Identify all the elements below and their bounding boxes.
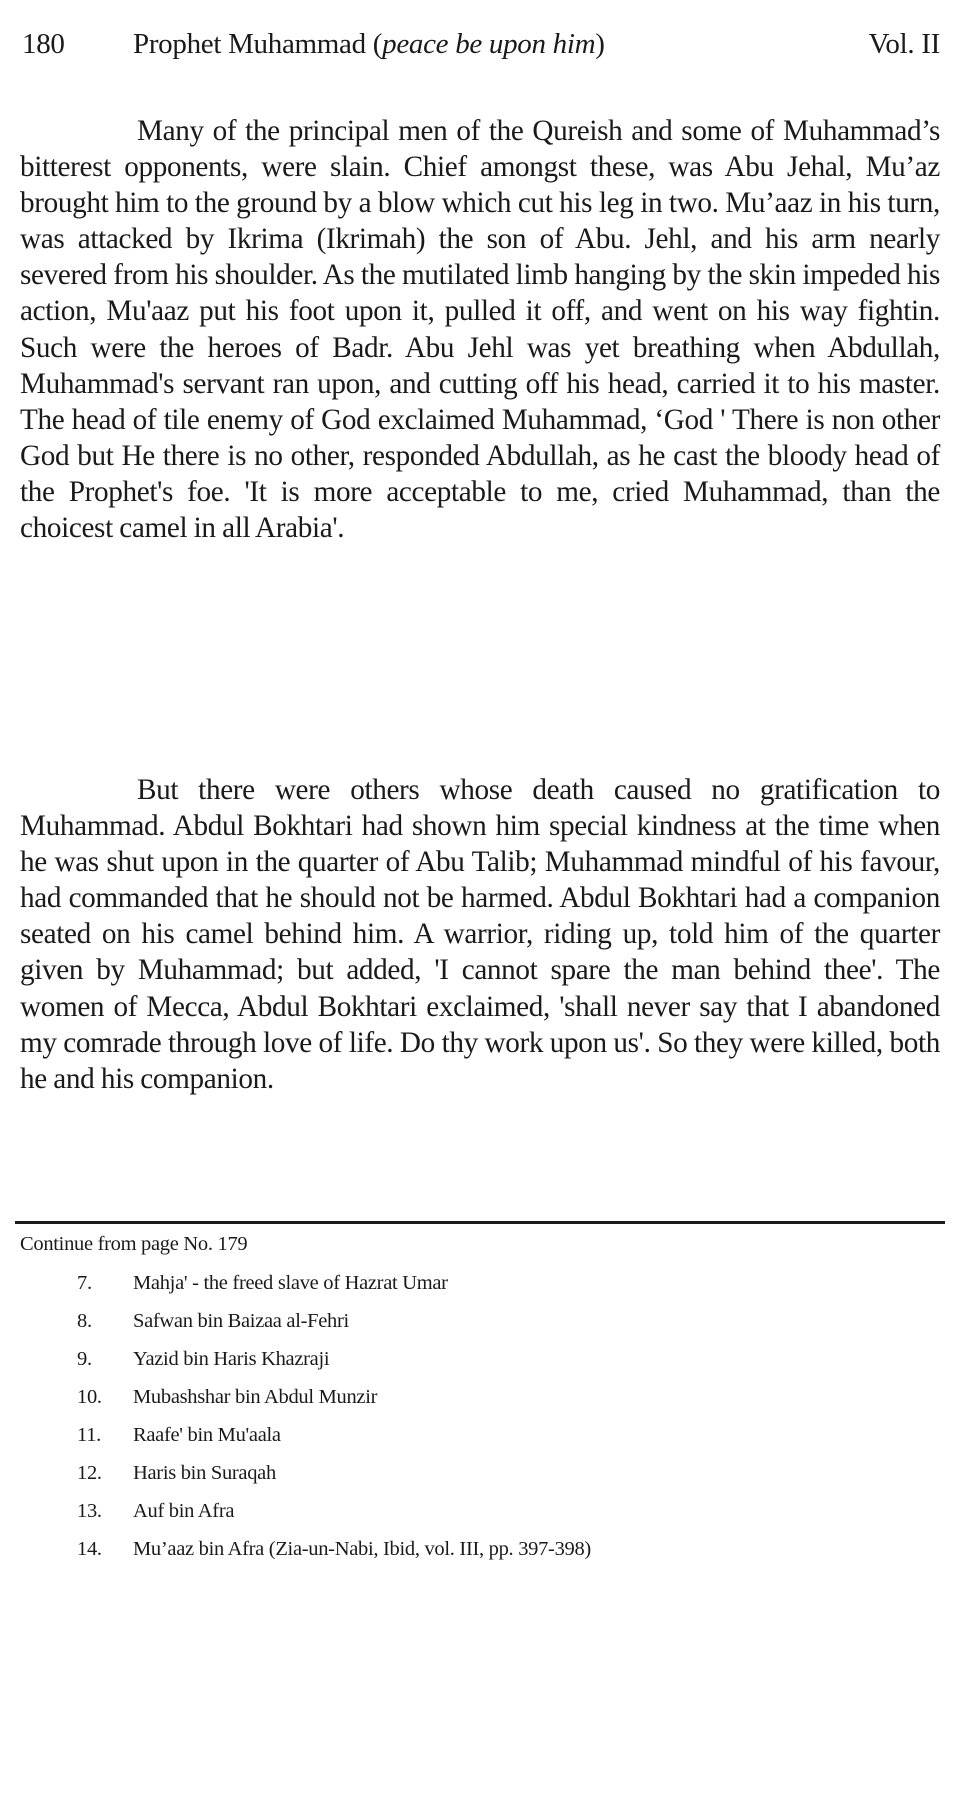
footnote-divider (15, 1221, 945, 1224)
footnote-text: Yazid bin Haris Khazraji (133, 1348, 330, 1370)
footnote-text: Mubashshar bin Abdul Munzir (133, 1386, 378, 1408)
footnote-item (20, 1454, 940, 1492)
running-title-close: ) (595, 28, 605, 60)
page-header (22, 22, 940, 66)
footnote-item (20, 1340, 940, 1378)
footnote-text: Mu’aaz bin Afra (Zia-un-Nabi, Ibid, vol. III, pp. 397-398) (133, 1538, 591, 1560)
footnote-text: Raafe' bin Mu'aala (133, 1424, 281, 1446)
body-paragraph: But there were others whose death caused no gratification to Muhammad. Abdul Bokhtari had shown him special kindness at the time when he was shut upon in the quarter of Abu Talib; Muhammad mindful of his favour, had commanded that he should not be harmed. Abdul Bokhtari had a companion seated on his camel behind him. A warrior, riding up, told him of the quarter given by Muhammad; but added, 'I cannot spare the man behind thee'. The women of Mecca, Abdul Bokhtari exclaimed, 'shall never say that I abandoned my comrade through love of life. Do thy work upon us'. So they were killed, both he and his companion. (20, 774, 940, 1095)
footnote-number: 7. (77, 1272, 92, 1294)
footnote-item (20, 1416, 940, 1454)
footnote-text: Haris bin Suraqah (133, 1462, 276, 1484)
footnote-heading: Continue from page No. 179 (20, 1233, 248, 1255)
footnote-number: 14. (77, 1538, 102, 1560)
footnote-number: 11. (77, 1424, 101, 1446)
footnote-number: 12. (77, 1462, 102, 1484)
footnote-text: Mahja' - the freed slave of Hazrat Umar (133, 1272, 448, 1294)
footnote-item (20, 1378, 940, 1416)
body-paragraph: Many of the principal men of the Qureish and some of Muhammad’s bitterest opponents, were slain. Chief amongst these, was Abu Jehal, Mu’az brought him to the ground by a blow which cut his leg in two. Mu’aaz in his turn, was attacked by Ikrima (Ikrimah) the son of Abu. Jehl, and his arm nearly severed from his shoulder. As the mutilated limb hanging by the skin impeded his action, Mu'aaz put his foot upon it, pulled it off, and went on his way fightin. Such were the heroes of Badr. Abu Jehl was yet breathing when Abdullah, Muhammad's servant ran upon, and cutting off his head, carried it to his master. The head of tile enemy of God exclaimed Muhammad, ‘God ' There is non other God but He there is no other, responded Abdullah, as he cast the bloody head of the Prophet's foe. 'It is more acceptable to me, cried Muhammad, than the choicest camel in all Arabia'. (20, 115, 940, 545)
footnote-text: Auf bin Afra (133, 1500, 235, 1522)
footnote-number: 8. (77, 1310, 92, 1332)
footnote-item (20, 1302, 940, 1340)
footnote-number: 10. (77, 1386, 102, 1408)
footnote-list (20, 1264, 940, 1568)
footnote-number: 9. (77, 1348, 92, 1370)
running-title-main: Prophet Muhammad ( (133, 28, 383, 60)
footnote-number: 13. (77, 1500, 102, 1522)
page-number: 180 (22, 28, 65, 60)
footnote-item (20, 1492, 940, 1530)
footnote-text: Safwan bin Baizaa al-Fehri (133, 1310, 349, 1332)
footnotes-section (20, 1226, 940, 1568)
footnote-item (20, 1530, 940, 1568)
running-title-italic: peace be upon him (382, 28, 596, 60)
volume-label: Vol. II (868, 28, 940, 60)
footnote-item (20, 1264, 940, 1302)
running-title (133, 22, 605, 66)
